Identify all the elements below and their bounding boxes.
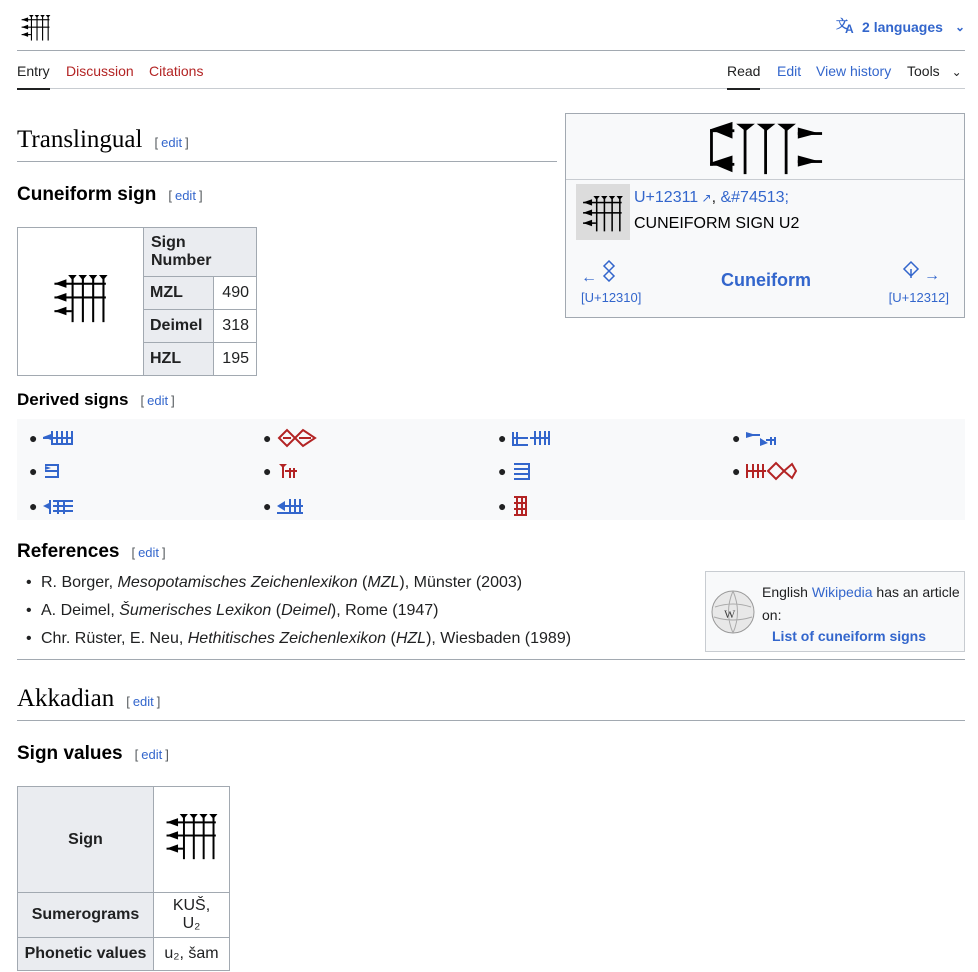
derived-signs-list	[17, 419, 965, 520]
codepoint-line: U+12311 ↗, &#74513;	[634, 189, 789, 206]
edit-section-link: [ edit ]	[154, 135, 189, 150]
top-header	[17, 0, 965, 51]
heading-translingual-text: Translingual	[17, 126, 143, 153]
ref-sep: (	[357, 574, 368, 591]
derived-sign-link[interactable]	[43, 429, 75, 447]
entity-link[interactable]: &#74513;	[720, 189, 789, 206]
sign-table-name: HZL	[144, 343, 214, 376]
prev-sign-icon	[601, 260, 617, 282]
list-item: ●	[263, 426, 317, 450]
ref-sep: (	[271, 602, 282, 619]
heading-akkadian-text: Akkadian	[17, 685, 115, 712]
tab-edit[interactable]: Edit	[777, 63, 802, 79]
wp-post: has an article on:	[762, 584, 960, 623]
edit-section-link: [ edit ]	[134, 747, 169, 762]
heading-derived-signs-text: Derived signs	[17, 390, 129, 409]
list-item: ●	[498, 459, 534, 483]
derived-sign-link[interactable]	[43, 497, 75, 515]
ref-title: Hethitisches Zeichenlexikon	[187, 630, 387, 647]
wikipedia-box	[705, 571, 965, 652]
tab-view-history[interactable]: View history	[816, 63, 892, 79]
svg-text:W: W	[724, 607, 736, 621]
chevron-down-icon: ⌄	[954, 19, 965, 34]
derived-sign-link[interactable]	[746, 429, 778, 447]
svg-text:A: A	[845, 22, 854, 34]
sign-image-cell	[18, 228, 144, 376]
list-item: ●	[263, 459, 299, 483]
reference-item	[17, 630, 571, 658]
script-link[interactable]: Cuneiform	[721, 270, 811, 290]
ref-author: R. Borger,	[41, 574, 118, 591]
ref-abbr: HZL	[395, 630, 427, 647]
reference-item	[17, 602, 571, 630]
ref-author: Chr. Rüster, E. Neu,	[41, 630, 188, 647]
list-item: ●	[498, 494, 530, 518]
heading-translingual	[17, 126, 189, 154]
ref-sep: (	[386, 630, 396, 647]
phonetic-values-label: Phonetic values	[18, 938, 154, 971]
heading-akkadian	[17, 685, 160, 713]
sign-name: CUNEIFORM SIGN U2	[634, 215, 800, 232]
edit-link[interactable]: edit	[141, 747, 163, 762]
list-item: ●	[732, 426, 778, 450]
heading-divider	[17, 720, 965, 721]
next-arrow: →	[924, 267, 940, 284]
edit-link[interactable]: edit	[132, 694, 154, 709]
list-item: ●	[732, 459, 798, 483]
derived-sign-redlink[interactable]	[746, 460, 798, 482]
edit-link[interactable]: edit	[147, 393, 169, 408]
translate-icon	[836, 16, 856, 37]
derived-sign-redlink[interactable]	[277, 462, 299, 480]
sign-table-name: Deimel	[144, 310, 214, 343]
heading-sign-values-text: Sign values	[17, 743, 123, 764]
derived-sign-link[interactable]	[277, 496, 305, 516]
tab-entry[interactable]: Entry	[17, 63, 50, 90]
prev-arrow: ←	[581, 269, 597, 286]
cuneiform-large-sign-icon	[706, 120, 828, 176]
sign-number-header: Sign Number	[144, 228, 257, 277]
sumerograms-label: Sumerograms	[18, 893, 154, 938]
edit-link[interactable]: edit	[161, 135, 183, 150]
wikipedia-globe-icon	[710, 589, 756, 635]
chevron-down-icon: ⌄	[951, 65, 962, 79]
list-item: ●	[29, 459, 63, 483]
cuneiform-u2-sign-icon	[53, 275, 109, 323]
sign-number-table	[17, 227, 257, 376]
derived-sign-redlink[interactable]	[277, 427, 317, 449]
heading-cuneiform-sign-text: Cuneiform sign	[17, 184, 157, 205]
heading-derived-signs	[17, 390, 175, 410]
tab-citations[interactable]: Citations	[149, 63, 204, 79]
sign-table-value: 195	[214, 343, 257, 376]
ref-place: ), Wiesbaden (1989)	[426, 630, 572, 647]
edit-section-link: [ edit ]	[168, 188, 203, 203]
wikipedia-link[interactable]: Wikipedia	[811, 584, 873, 600]
cuneiform-u2-sign-icon	[165, 814, 219, 860]
list-item: ●	[29, 426, 75, 450]
sign-values-table	[17, 786, 230, 971]
edit-section-link: [ edit ]	[131, 545, 166, 560]
ref-place: ), Rome (1947)	[330, 602, 439, 619]
unicode-infobox	[565, 113, 965, 318]
ref-author: A. Deimel,	[41, 602, 120, 619]
codepoint-link[interactable]: U+12311	[634, 189, 699, 206]
languages-label: 2 languages	[862, 18, 943, 35]
small-sign-thumbnail	[576, 184, 630, 240]
references-list	[17, 574, 571, 658]
svg-text:文: 文	[836, 17, 849, 31]
ref-title: Mesopotamisches Zeichenlexikon	[117, 574, 358, 591]
edit-link[interactable]: edit	[138, 545, 160, 560]
derived-sign-link[interactable]	[512, 428, 552, 448]
tools-menu[interactable]	[907, 63, 962, 88]
next-sign-link[interactable]	[902, 260, 940, 285]
tab-read[interactable]: Read	[727, 63, 760, 90]
sign-table-name: MZL	[144, 277, 214, 310]
page-tabs	[17, 52, 965, 89]
heading-cuneiform-sign	[17, 184, 203, 206]
ref-abbr: MZL	[367, 574, 400, 591]
wikipedia-text	[762, 581, 962, 627]
wp-pre: English	[762, 584, 812, 600]
phonetic-values-value: u₂, šam	[154, 938, 230, 971]
list-item: ●	[263, 494, 305, 518]
list-item: ●	[29, 494, 75, 518]
sign-label: Sign	[18, 787, 154, 893]
tab-discussion[interactable]: Discussion	[66, 63, 134, 79]
next-code-link[interactable]: [U+12312]	[888, 290, 949, 305]
list-item: ●	[498, 426, 552, 450]
prev-code-link[interactable]: [U+12310]	[581, 290, 642, 305]
edit-section-link: [ edit ]	[140, 393, 175, 408]
sign-table-value: 318	[214, 310, 257, 343]
cuneiform-small-sign-icon	[582, 196, 624, 232]
tools-label: Tools	[907, 63, 940, 79]
external-link-icon: ↗	[698, 191, 712, 205]
derived-sign-link[interactable]	[512, 461, 534, 481]
heading-references	[17, 541, 166, 563]
ref-place: ), Münster (2003)	[399, 574, 523, 591]
edit-section-link: [ edit ]	[126, 694, 161, 709]
languages-button[interactable]	[836, 16, 965, 37]
ref-abbr: Deimel	[281, 602, 331, 619]
prev-sign-link[interactable]	[581, 260, 617, 287]
wikipedia-article-link[interactable]: List of cuneiform signs	[772, 628, 927, 644]
section-divider	[17, 659, 965, 660]
reference-item	[17, 574, 571, 602]
ref-title: Šumerisches Lexikon	[119, 602, 272, 619]
heading-sign-values	[17, 743, 169, 765]
derived-sign-redlink[interactable]	[512, 494, 530, 518]
next-sign-icon	[902, 260, 920, 280]
sign-image-cell	[154, 787, 230, 893]
sign-table-value: 490	[214, 277, 257, 310]
heading-divider	[17, 161, 557, 162]
edit-link[interactable]: edit	[174, 188, 196, 203]
cuneiform-logo-icon[interactable]	[19, 15, 53, 41]
large-sign-panel	[566, 114, 964, 180]
derived-sign-link[interactable]	[43, 462, 63, 480]
sumerograms-value: KUŠ, U₂	[154, 893, 230, 938]
heading-references-text: References	[17, 541, 120, 562]
